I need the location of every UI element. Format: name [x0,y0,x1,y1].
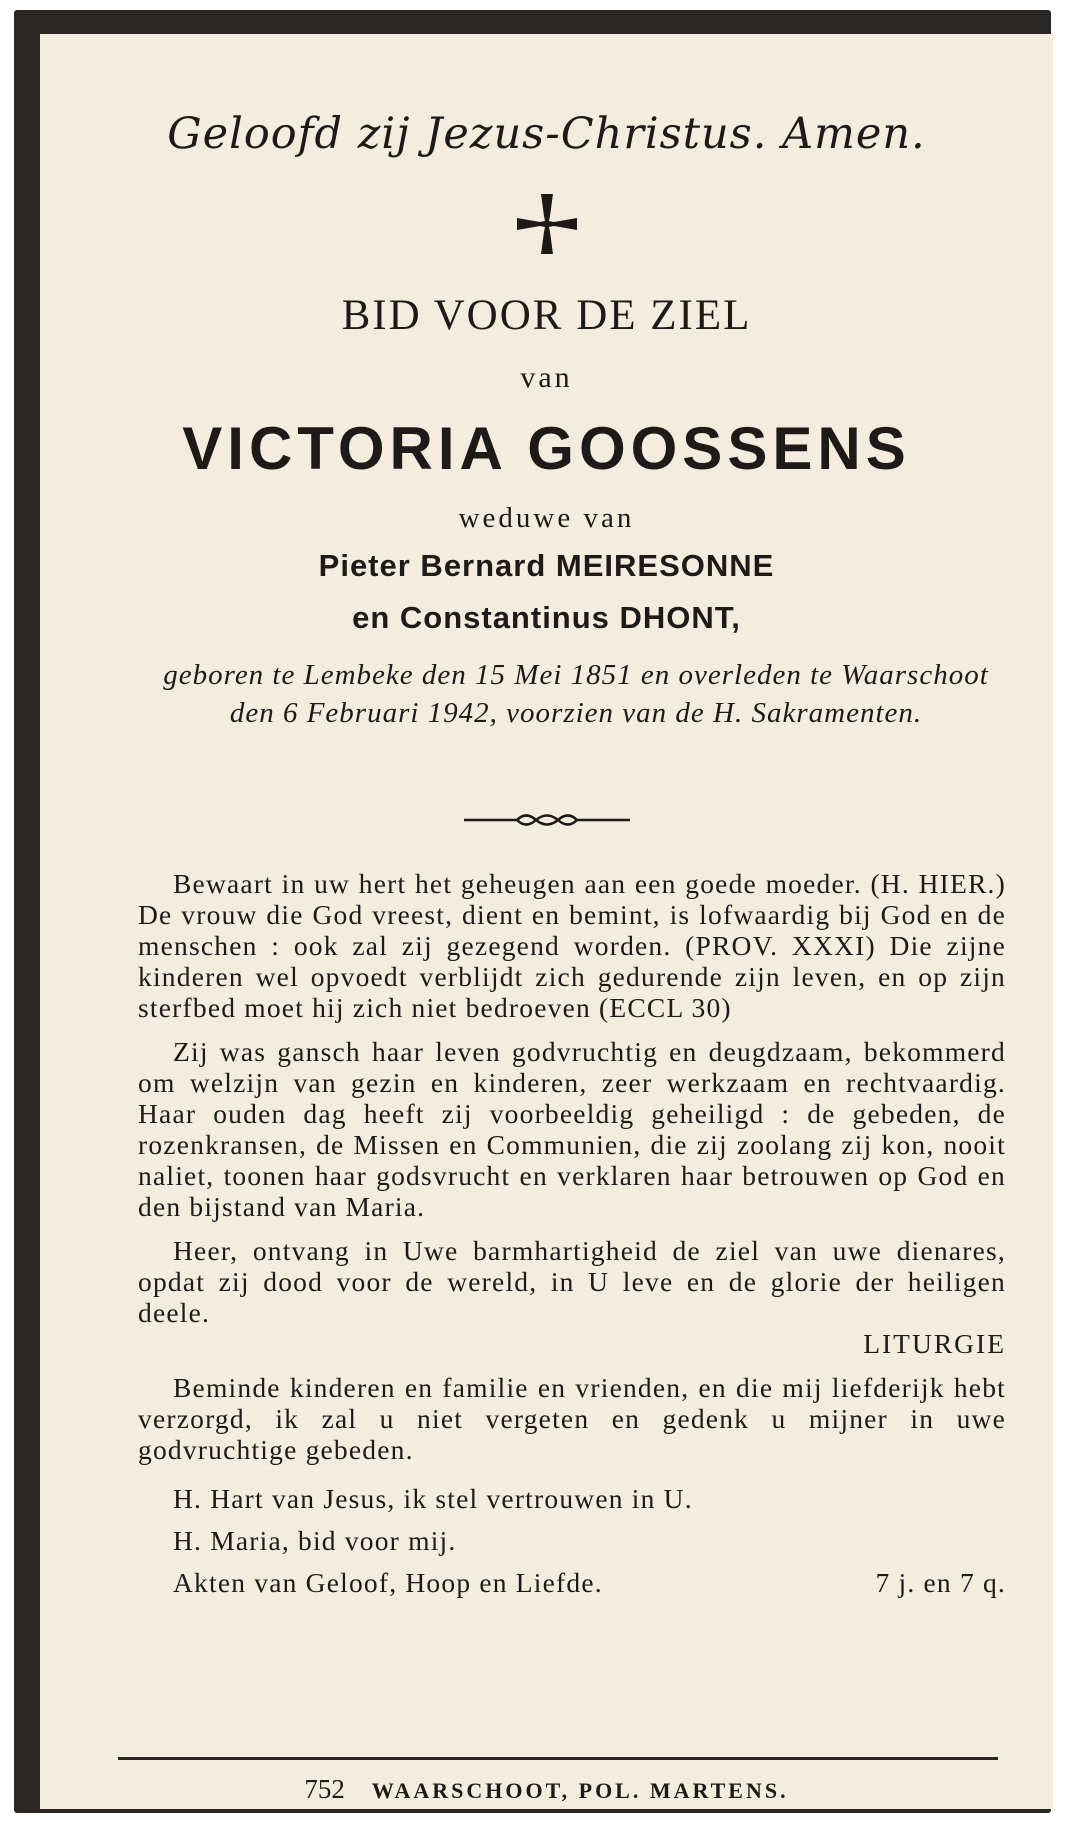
deceased-name: VICTORIA GOOSSENS [182,415,911,482]
liturgy-source: LITURGIE [863,1328,1006,1359]
printer-number: 752 [304,1774,345,1804]
paragraph-farewell: Beminde kinderen en familie en vrienden, en die mij liefderijk hebt verzorgd, ik zal u niet vergeten en gedenk u mijner in uwe godvruchtige gebeden. [138,1372,1006,1465]
card-body [138,868,1006,1604]
header-invocation: Geloofd zij Jezus-Christus. Amen. [167,109,926,159]
scroll-ornament-graphic [462,809,632,831]
van-label: van [520,361,573,394]
indulgence-note: 7 j. en 7 q. [875,1567,1006,1598]
footer-rule [118,1757,998,1760]
scroll-ornament-icon [40,809,1053,835]
second-husband-name: en Constantinus DHONT, [352,600,741,635]
paragraph-life: Zij was gansch haar leven godvruchtig en deugdzaam, bekommerd om welzijn van gezin en kinderen, zeer werkzaam en rechtvaardig. Haar ouden dag heeft zij voorbeeldig geheiligd : de gebeden, de rozenkransen, de Missen en Communien, die zij zoolang zij kon, nooit naliet, toonen haar godsvrucht en verklaren haar betrouwen op God en den bijstand van Maria. [138,1036,1006,1222]
short-prayers [138,1478,1006,1604]
acts-line [173,1562,1006,1604]
paragraph-remembrance: Bewaart in uw hert het geheugen aan een goede moeder. (H. HIER.) De vrouw die God vreest, dient en bemint, is lofwaardig bij God en de menschen : ook zal zij gezegend worden. (PROV. XXXI) Die zijne kinderen wel opvoedt verblijdt zich gedurende zijn leven, en op zijn sterfbed moet hij zich niet bedroeven (ECCL 30) [138,868,1006,1023]
paragraph-prayer [138,1235,1006,1359]
cross-pattee-icon-graphic [515,192,579,256]
first-husband-name: Pieter Bernard MEIRESONNE [318,548,775,583]
printer-name: WAARSCHOOT, POL. MARTENS. [371,1778,789,1803]
printer-line [40,1774,1053,1805]
acts-prayer: Akten van Geloof, Hoop en Liefde. [173,1567,603,1598]
prayer-title: BID VOOR DE ZIEL [341,292,752,339]
birth-death-details: geboren te Lembeke den 15 Mei 1851 en overleden te Waarschoot den 6 Februari 1942, voorzien van de H. Sakramenten. [163,659,989,729]
memorial-card [14,10,1051,1813]
card-paper [40,34,1053,1809]
cross-pattee-icon [40,192,1053,260]
paragraph-prayer-text: Heer, ontvang in Uwe barmhartigheid de ziel van uwe dienares, opdat zij dood voor de wereld, in U leve en de glorie der heiligen deele. [138,1235,1006,1328]
prayer-sacred-heart: H. Hart van Jesus, ik stel vertrouwen in U. [173,1483,693,1514]
widow-of-label: weduwe van [458,502,635,534]
prayer-maria: H. Maria, bid voor mij. [173,1525,457,1556]
